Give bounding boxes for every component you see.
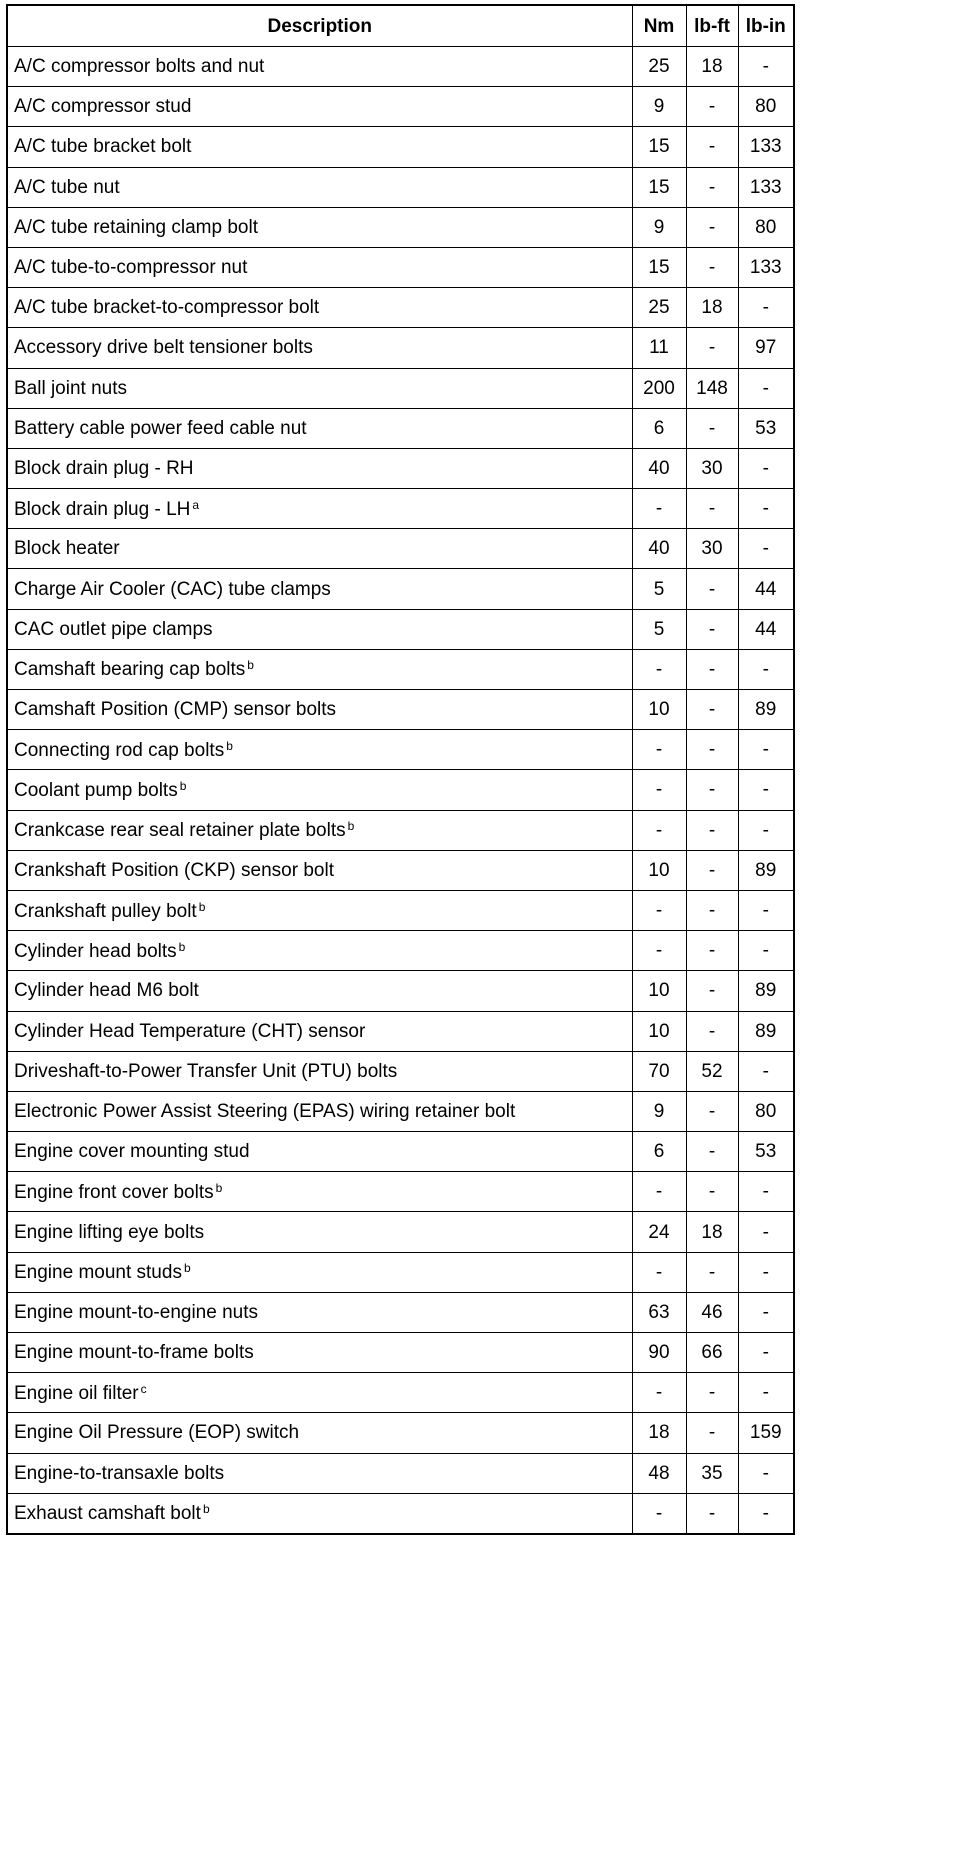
nm-cell: - — [632, 931, 686, 971]
nm-cell: - — [632, 730, 686, 770]
lb-in-cell: 89 — [738, 971, 794, 1011]
description-cell — [7, 690, 632, 730]
nm-cell: 25 — [632, 288, 686, 328]
description-text: Engine mount-to-frame bolts — [14, 1342, 254, 1364]
lb-in-cell: - — [738, 529, 794, 569]
description-cell — [7, 1172, 632, 1212]
description-text: Block drain plug - RH — [14, 457, 194, 479]
lb-in-cell: 80 — [738, 1091, 794, 1131]
nm-cell: 6 — [632, 408, 686, 448]
nm-cell: - — [632, 890, 686, 930]
lb-ft-cell: - — [686, 489, 738, 529]
nm-cell: 10 — [632, 1011, 686, 1051]
description-cell — [7, 529, 632, 569]
description-cell — [7, 1212, 632, 1252]
description-cell — [7, 1132, 632, 1172]
lb-in-cell: 133 — [738, 167, 794, 207]
lb-ft-cell: 30 — [686, 529, 738, 569]
lb-in-cell: 89 — [738, 850, 794, 890]
nm-cell: - — [632, 489, 686, 529]
lb-ft-cell: - — [686, 1011, 738, 1051]
lb-ft-cell: 30 — [686, 448, 738, 488]
description-cell — [7, 1493, 632, 1534]
lb-in-cell: 97 — [738, 328, 794, 368]
description-text: Electronic Power Assist Steering (EPAS) wiring retainer bolt — [14, 1100, 516, 1122]
table-row — [7, 609, 794, 649]
table-row — [7, 1252, 794, 1292]
description-text: Camshaft bearing cap bolts — [14, 659, 246, 681]
header-nm: Nm — [632, 5, 686, 47]
lb-in-cell: 133 — [738, 127, 794, 167]
description-text: Block heater — [14, 538, 120, 560]
description-cell — [7, 408, 632, 448]
nm-cell: - — [632, 770, 686, 810]
lb-in-cell: 89 — [738, 690, 794, 730]
footnote-marker: b — [226, 738, 233, 753]
lb-ft-cell: - — [686, 1091, 738, 1131]
description-text: Engine-to-transaxle bolts — [14, 1462, 225, 1484]
lb-ft-cell: - — [686, 810, 738, 850]
lb-in-cell: - — [738, 448, 794, 488]
header-lb-ft: lb-ft — [686, 5, 738, 47]
description-cell — [7, 1051, 632, 1091]
lb-in-cell: - — [738, 931, 794, 971]
footnote-marker: c — [140, 1381, 147, 1396]
lb-ft-cell: - — [686, 609, 738, 649]
lb-in-cell: - — [738, 1453, 794, 1493]
footnote-marker: b — [179, 778, 187, 793]
nm-cell: 40 — [632, 448, 686, 488]
header-description: Description — [7, 5, 632, 47]
table-row — [7, 247, 794, 287]
table-row — [7, 1373, 794, 1413]
lb-in-cell: 89 — [738, 1011, 794, 1051]
lb-in-cell: - — [738, 47, 794, 87]
description-cell — [7, 810, 632, 850]
nm-cell: 25 — [632, 47, 686, 87]
lb-ft-cell: - — [686, 971, 738, 1011]
table-row — [7, 87, 794, 127]
lb-ft-cell: - — [686, 1132, 738, 1172]
table-row — [7, 931, 794, 971]
lb-ft-cell: - — [686, 649, 738, 689]
description-cell — [7, 850, 632, 890]
torque-specifications-table — [6, 4, 795, 1535]
description-text: Engine mount studs — [14, 1262, 182, 1284]
description-text: Crankshaft Position (CKP) sensor bolt — [14, 859, 334, 881]
description-text: A/C compressor stud — [14, 96, 192, 118]
table-row — [7, 368, 794, 408]
description-text: Ball joint nuts — [14, 377, 128, 399]
nm-cell: - — [632, 810, 686, 850]
description-cell — [7, 1373, 632, 1413]
nm-cell: 6 — [632, 1132, 686, 1172]
lb-in-cell: - — [738, 730, 794, 770]
description-text: A/C tube bracket bolt — [14, 136, 192, 158]
table-row — [7, 47, 794, 87]
description-text: Cylinder Head Temperature (CHT) sensor — [14, 1020, 366, 1042]
description-cell — [7, 167, 632, 207]
lb-ft-cell: 18 — [686, 47, 738, 87]
description-text: Engine front cover bolts — [14, 1181, 214, 1203]
description-cell — [7, 770, 632, 810]
description-cell — [7, 890, 632, 930]
lb-in-cell: - — [738, 1252, 794, 1292]
table-row — [7, 1212, 794, 1252]
description-cell — [7, 649, 632, 689]
description-cell — [7, 247, 632, 287]
description-text: A/C tube nut — [14, 176, 120, 198]
lb-in-cell: - — [738, 489, 794, 529]
nm-cell: 63 — [632, 1292, 686, 1332]
footnote-marker: b — [178, 939, 186, 954]
lb-ft-cell: - — [686, 1252, 738, 1292]
table-row — [7, 730, 794, 770]
description-text: Cylinder head bolts — [14, 940, 177, 962]
description-cell — [7, 368, 632, 408]
lb-ft-cell: - — [686, 850, 738, 890]
table-row — [7, 1413, 794, 1453]
description-cell — [7, 207, 632, 247]
table-row — [7, 127, 794, 167]
lb-ft-cell: - — [686, 167, 738, 207]
table-row — [7, 408, 794, 448]
lb-in-cell: - — [738, 1333, 794, 1373]
table-header-row — [7, 5, 794, 47]
lb-ft-cell: 18 — [686, 288, 738, 328]
nm-cell: - — [632, 1172, 686, 1212]
table-row — [7, 1051, 794, 1091]
nm-cell: 10 — [632, 690, 686, 730]
description-text: Engine Oil Pressure (EOP) switch — [14, 1422, 300, 1444]
description-text: Cylinder head M6 bolt — [14, 980, 199, 1002]
lb-in-cell: 133 — [738, 247, 794, 287]
description-text: A/C tube retaining clamp bolt — [14, 216, 258, 238]
description-text: Engine cover mounting stud — [14, 1141, 250, 1163]
footnote-marker: b — [183, 1261, 191, 1276]
description-cell — [7, 1413, 632, 1453]
nm-cell: 9 — [632, 87, 686, 127]
lb-ft-cell: 18 — [686, 1212, 738, 1252]
table-row — [7, 448, 794, 488]
table-row — [7, 489, 794, 529]
table-row — [7, 569, 794, 609]
table-body — [7, 47, 794, 1534]
lb-ft-cell: - — [686, 1373, 738, 1413]
description-cell — [7, 127, 632, 167]
description-cell — [7, 1333, 632, 1373]
table-row — [7, 1493, 794, 1534]
lb-in-cell: - — [738, 1493, 794, 1534]
lb-ft-cell: - — [686, 328, 738, 368]
nm-cell: 18 — [632, 1413, 686, 1453]
nm-cell: 24 — [632, 1212, 686, 1252]
nm-cell: 11 — [632, 328, 686, 368]
table-row — [7, 288, 794, 328]
lb-ft-cell: - — [686, 931, 738, 971]
nm-cell: 200 — [632, 368, 686, 408]
lb-in-cell: - — [738, 368, 794, 408]
lb-ft-cell: - — [686, 87, 738, 127]
description-cell — [7, 1011, 632, 1051]
description-text: CAC outlet pipe clamps — [14, 618, 213, 640]
description-text: Charge Air Cooler (CAC) tube clamps — [14, 578, 331, 600]
lb-in-cell: - — [738, 770, 794, 810]
table-row — [7, 890, 794, 930]
nm-cell: 10 — [632, 850, 686, 890]
table-row — [7, 207, 794, 247]
table-row — [7, 1453, 794, 1493]
table-row — [7, 690, 794, 730]
lb-ft-cell: - — [686, 1172, 738, 1212]
description-cell — [7, 569, 632, 609]
description-text: Crankshaft pulley bolt — [14, 900, 197, 922]
description-cell — [7, 448, 632, 488]
nm-cell: - — [632, 1252, 686, 1292]
nm-cell: 5 — [632, 569, 686, 609]
nm-cell: 48 — [632, 1453, 686, 1493]
table-row — [7, 1132, 794, 1172]
table-row — [7, 1091, 794, 1131]
nm-cell: 9 — [632, 1091, 686, 1131]
lb-in-cell: - — [738, 810, 794, 850]
description-text: Driveshaft-to-Power Transfer Unit (PTU) bolts — [14, 1060, 398, 1082]
lb-ft-cell: 148 — [686, 368, 738, 408]
lb-in-cell: 53 — [738, 408, 794, 448]
description-cell — [7, 288, 632, 328]
lb-ft-cell: - — [686, 690, 738, 730]
description-text: Camshaft Position (CMP) sensor bolts — [14, 699, 337, 721]
lb-ft-cell: 35 — [686, 1453, 738, 1493]
table-row — [7, 1011, 794, 1051]
lb-ft-cell: 66 — [686, 1333, 738, 1373]
nm-cell: - — [632, 1493, 686, 1534]
footnote-marker: b — [198, 899, 206, 914]
description-text: Crankcase rear seal retainer plate bolts — [14, 820, 346, 842]
lb-in-cell: - — [738, 890, 794, 930]
table-row — [7, 971, 794, 1011]
description-cell — [7, 730, 632, 770]
description-cell — [7, 609, 632, 649]
lb-ft-cell: - — [686, 247, 738, 287]
description-cell — [7, 1453, 632, 1493]
lb-ft-cell: - — [686, 730, 738, 770]
description-text: Coolant pump bolts — [14, 779, 178, 801]
description-cell — [7, 47, 632, 87]
table-row — [7, 770, 794, 810]
lb-ft-cell: - — [686, 770, 738, 810]
lb-ft-cell: - — [686, 408, 738, 448]
footnote-marker: a — [192, 497, 200, 512]
lb-in-cell: 44 — [738, 569, 794, 609]
nm-cell: 40 — [632, 529, 686, 569]
nm-cell: 9 — [632, 207, 686, 247]
nm-cell: - — [632, 649, 686, 689]
description-text: Battery cable power feed cable nut — [14, 417, 307, 439]
description-text: A/C compressor bolts and nut — [14, 56, 265, 78]
lb-ft-cell: - — [686, 569, 738, 609]
description-cell — [7, 328, 632, 368]
table-row — [7, 1333, 794, 1373]
header-lb-in: lb-in — [738, 5, 794, 47]
lb-ft-cell: - — [686, 127, 738, 167]
nm-cell: 70 — [632, 1051, 686, 1091]
lb-in-cell: - — [738, 288, 794, 328]
footnote-marker: b — [247, 658, 254, 673]
table-row — [7, 167, 794, 207]
lb-in-cell: 44 — [738, 609, 794, 649]
lb-ft-cell: - — [686, 207, 738, 247]
nm-cell: - — [632, 1373, 686, 1413]
nm-cell: 15 — [632, 247, 686, 287]
description-text: Accessory drive belt tensioner bolts — [14, 337, 313, 359]
lb-in-cell: - — [738, 1373, 794, 1413]
lb-in-cell: - — [738, 649, 794, 689]
footnote-marker: b — [215, 1180, 223, 1195]
description-cell — [7, 931, 632, 971]
description-text: A/C tube bracket-to-compressor bolt — [14, 297, 320, 319]
description-text: Connecting rod cap bolts — [14, 739, 225, 761]
lb-ft-cell: - — [686, 1413, 738, 1453]
table-row — [7, 529, 794, 569]
description-text: Engine oil filter — [14, 1382, 139, 1404]
lb-in-cell: - — [738, 1292, 794, 1332]
description-text: Engine lifting eye bolts — [14, 1221, 205, 1243]
lb-ft-cell: 46 — [686, 1292, 738, 1332]
nm-cell: 15 — [632, 167, 686, 207]
lb-in-cell: 80 — [738, 207, 794, 247]
description-cell — [7, 1091, 632, 1131]
description-text: Engine mount-to-engine nuts — [14, 1301, 258, 1323]
nm-cell: 5 — [632, 609, 686, 649]
footnote-marker: b — [347, 819, 355, 834]
footnote-marker: b — [202, 1502, 210, 1517]
table-row — [7, 328, 794, 368]
nm-cell: 10 — [632, 971, 686, 1011]
description-text: A/C tube-to-compressor nut — [14, 257, 248, 279]
table-row — [7, 850, 794, 890]
table-row — [7, 649, 794, 689]
table-row — [7, 1172, 794, 1212]
lb-ft-cell: - — [686, 890, 738, 930]
description-text: Block drain plug - LH — [14, 498, 191, 520]
description-cell — [7, 1252, 632, 1292]
lb-in-cell: 159 — [738, 1413, 794, 1453]
lb-ft-cell: - — [686, 1493, 738, 1534]
lb-ft-cell: 52 — [686, 1051, 738, 1091]
lb-in-cell: 53 — [738, 1132, 794, 1172]
nm-cell: 90 — [632, 1333, 686, 1373]
description-cell — [7, 87, 632, 127]
table-row — [7, 1292, 794, 1332]
description-cell — [7, 1292, 632, 1332]
description-text: Exhaust camshaft bolt — [14, 1503, 201, 1525]
lb-in-cell: 80 — [738, 87, 794, 127]
lb-in-cell: - — [738, 1051, 794, 1091]
nm-cell: 15 — [632, 127, 686, 167]
lb-in-cell: - — [738, 1212, 794, 1252]
lb-in-cell: - — [738, 1172, 794, 1212]
description-cell — [7, 971, 632, 1011]
description-cell — [7, 489, 632, 529]
table-row — [7, 810, 794, 850]
